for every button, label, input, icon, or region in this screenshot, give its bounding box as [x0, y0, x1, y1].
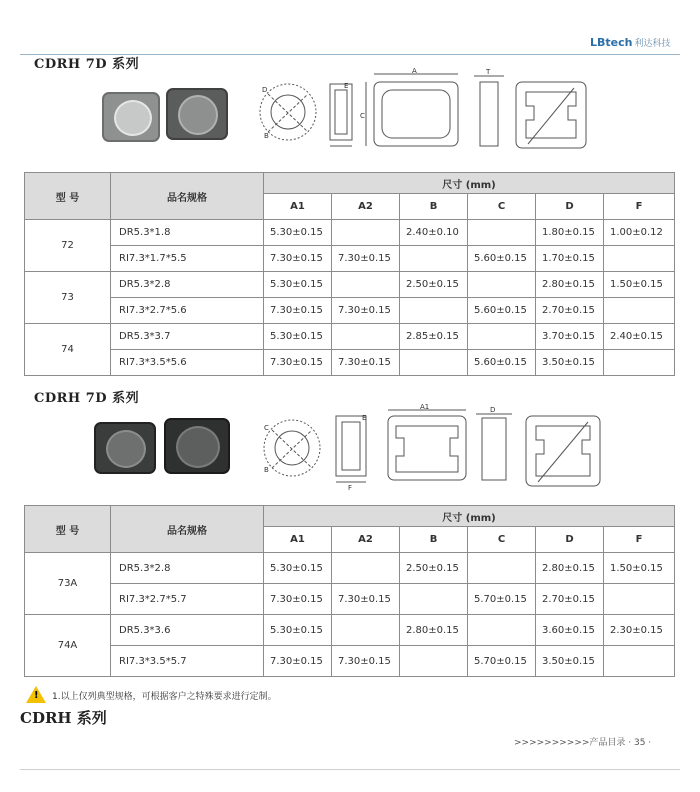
spec-cell: DR5.3*3.6 [111, 615, 264, 646]
drawing-label-a1: A1 [420, 403, 430, 411]
dimension-drawing-1 [246, 66, 666, 166]
spec-cell: DR5.3*2.8 [111, 553, 264, 584]
table-row [25, 324, 675, 350]
drawing-label-c: C [360, 112, 365, 120]
table-row [25, 553, 675, 584]
dim-cell: 7.30±0.15 [264, 584, 332, 615]
dim-cell: 5.30±0.15 [264, 615, 332, 646]
dim-cell [604, 646, 675, 677]
dim-cell: 3.50±0.15 [536, 350, 604, 376]
brand-logo-text: LBtech [590, 36, 633, 49]
dim-cell: 5.70±0.15 [468, 646, 536, 677]
drawing-label-e: E [362, 414, 367, 422]
spec-cell: RI7.3*3.5*5.7 [111, 646, 264, 677]
dim-cell [468, 553, 536, 584]
section-title-2: CDRH 7D 系列 [34, 391, 140, 406]
model-cell: 74 [25, 324, 111, 376]
dim-header: D [536, 527, 604, 553]
spec-table-1 [24, 172, 675, 376]
dim-header: A2 [332, 194, 400, 220]
dim-cell: 1.00±0.12 [604, 220, 675, 246]
footer-divider [20, 769, 680, 770]
dim-cell: 5.60±0.15 [468, 246, 536, 272]
brand-name: 利达科技 [634, 39, 671, 49]
dim-cell: 2.40±0.10 [400, 220, 468, 246]
model-cell: 73A [25, 553, 111, 615]
dim-cell [400, 350, 468, 376]
table-row [25, 220, 675, 246]
spec-cell: RI7.3*2.7*5.6 [111, 298, 264, 324]
dim-cell: 3.50±0.15 [536, 646, 604, 677]
col-header-dimensions: 尺寸 (mm) [264, 506, 675, 527]
dim-cell [332, 324, 400, 350]
spec-cell: RI7.3*1.7*5.5 [111, 246, 264, 272]
col-header-dimensions: 尺寸 (mm) [264, 173, 675, 194]
drawing-label-d: D [490, 406, 496, 414]
dim-cell: 5.30±0.15 [264, 272, 332, 298]
dim-cell: 2.80±0.15 [536, 553, 604, 584]
dim-cell: 7.30±0.15 [332, 646, 400, 677]
dim-header: C [468, 527, 536, 553]
warning-mark: ! [34, 690, 39, 701]
col-header-model: 型 号 [25, 506, 111, 553]
dim-cell [400, 298, 468, 324]
col-header-spec: 品名规格 [111, 173, 264, 220]
dim-header: B [400, 194, 468, 220]
dim-cell [332, 272, 400, 298]
dim-cell: 7.30±0.15 [264, 246, 332, 272]
dim-cell [332, 220, 400, 246]
dim-cell [468, 272, 536, 298]
model-cell: 72 [25, 220, 111, 272]
dim-cell [400, 246, 468, 272]
customization-note: 1.以上仅列典型规格，可根据客户之特殊要求进行定制。 [52, 692, 277, 702]
spec-cell: DR5.3*2.8 [111, 272, 264, 298]
table-row [25, 272, 675, 298]
dim-cell [604, 350, 675, 376]
product-photo-1 [96, 86, 236, 142]
section-title-1: CDRH 7D 系列 [34, 57, 140, 72]
dim-cell: 1.80±0.15 [536, 220, 604, 246]
dim-cell [468, 615, 536, 646]
dim-cell: 7.30±0.15 [332, 298, 400, 324]
next-series-title: CDRH 系列 [20, 709, 107, 727]
dim-header: F [604, 527, 675, 553]
spec-cell: RI7.3*2.7*5.7 [111, 584, 264, 615]
dim-cell: 5.30±0.15 [264, 220, 332, 246]
spec-cell: RI7.3*3.5*5.6 [111, 350, 264, 376]
dimension-drawing-2 [250, 402, 640, 494]
dim-cell [604, 246, 675, 272]
dim-cell: 2.40±0.15 [604, 324, 675, 350]
dim-cell [332, 615, 400, 646]
dim-cell: 2.80±0.15 [400, 615, 468, 646]
spec-cell: DR5.3*3.7 [111, 324, 264, 350]
drawing-label-f: F [348, 484, 353, 492]
col-header-model: 型 号 [25, 173, 111, 220]
table-row [25, 584, 675, 615]
dim-cell: 2.70±0.15 [536, 584, 604, 615]
page-footer: >>>>>>>>>>产品目录 · 35 · [514, 738, 652, 748]
dim-cell [604, 584, 675, 615]
dim-cell: 5.30±0.15 [264, 324, 332, 350]
model-cell: 73 [25, 272, 111, 324]
dim-cell [400, 646, 468, 677]
dim-cell: 2.50±0.15 [400, 553, 468, 584]
dim-header: C [468, 194, 536, 220]
dim-cell: 1.50±0.15 [604, 553, 675, 584]
dim-header: A2 [332, 527, 400, 553]
dim-cell: 2.50±0.15 [400, 272, 468, 298]
table-row [25, 246, 675, 272]
dim-cell: 5.70±0.15 [468, 584, 536, 615]
dim-cell: 7.30±0.15 [264, 350, 332, 376]
dim-cell: 2.70±0.15 [536, 298, 604, 324]
dim-cell: 1.50±0.15 [604, 272, 675, 298]
dim-cell: 5.60±0.15 [468, 350, 536, 376]
dim-cell: 3.60±0.15 [536, 615, 604, 646]
drawing-label-b: B [264, 466, 269, 474]
col-header-spec: 品名规格 [111, 506, 264, 553]
dim-cell: 5.30±0.15 [264, 553, 332, 584]
dim-cell: 1.70±0.15 [536, 246, 604, 272]
dim-cell: 2.85±0.15 [400, 324, 468, 350]
dim-cell: 3.70±0.15 [536, 324, 604, 350]
dim-cell [332, 553, 400, 584]
dim-cell [400, 584, 468, 615]
dim-header: D [536, 194, 604, 220]
spec-cell: DR5.3*1.8 [111, 220, 264, 246]
dim-cell: 2.80±0.15 [536, 272, 604, 298]
dim-cell: 7.30±0.15 [264, 646, 332, 677]
drawing-label-c: C [264, 424, 269, 432]
table-row [25, 646, 675, 677]
dim-header: F [604, 194, 675, 220]
dim-cell [604, 298, 675, 324]
spec-table-2 [24, 505, 675, 677]
drawing-label-d: D [262, 86, 268, 94]
brand-logo [590, 36, 670, 49]
dim-cell: 7.30±0.15 [332, 350, 400, 376]
drawing-label-e: E [344, 82, 349, 90]
dim-cell: 7.30±0.15 [332, 584, 400, 615]
dim-cell [468, 220, 536, 246]
dim-cell: 5.60±0.15 [468, 298, 536, 324]
model-cell: 74A [25, 615, 111, 677]
dim-cell [468, 324, 536, 350]
table-row [25, 615, 675, 646]
dim-cell: 2.30±0.15 [604, 615, 675, 646]
dim-cell: 7.30±0.15 [264, 298, 332, 324]
table-row [25, 298, 675, 324]
dim-header: B [400, 527, 468, 553]
product-photo-2 [90, 418, 240, 474]
drawing-label-a: A [412, 67, 417, 75]
table-row [25, 350, 675, 376]
dim-cell: 7.30±0.15 [332, 246, 400, 272]
drawing-label-t: T [486, 68, 491, 76]
drawing-label-b: B [264, 132, 269, 140]
dim-header: A1 [264, 194, 332, 220]
dim-header: A1 [264, 527, 332, 553]
